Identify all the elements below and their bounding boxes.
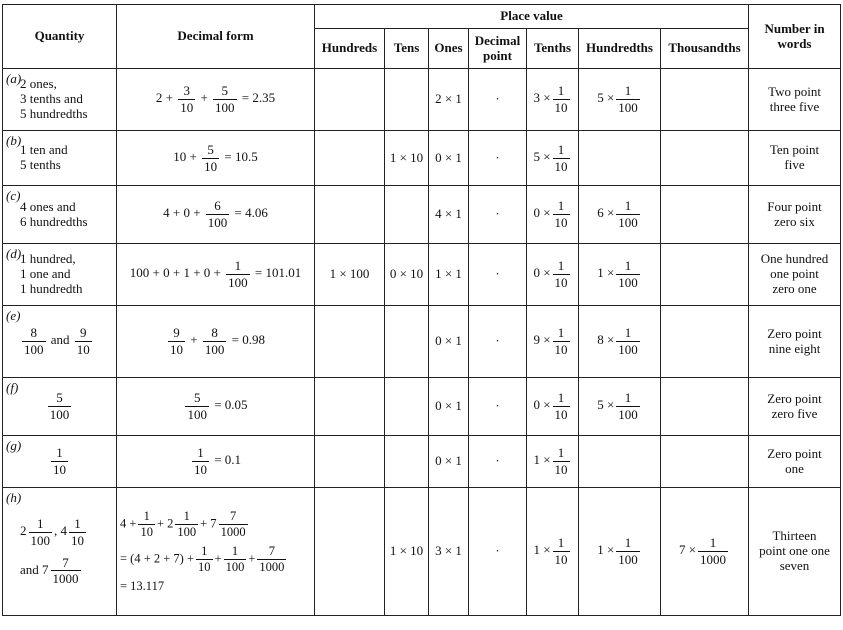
quantity-cell: (c) 4 ones and 6 hundredths xyxy=(3,186,117,244)
hundreds-cell xyxy=(315,436,385,488)
tenths-cell: 3 × $\frac{1}{10}$ xyxy=(527,69,579,131)
hundreds-cell xyxy=(315,306,385,378)
quantity-line: 3 tenths and xyxy=(20,91,83,107)
quantity-line: 5 hundredths xyxy=(20,105,88,121)
tenths-cell: 5 × $\frac{1}{10}$ xyxy=(527,131,579,186)
hundreds-cell: 1 × 100 xyxy=(315,244,385,306)
hundredths-cell: 8 × $\frac{1}{100}$ xyxy=(579,306,661,378)
fraction: $\frac{5}{100}$ xyxy=(49,390,70,422)
decimal-point-cell: · xyxy=(469,186,527,244)
thousandths-cell xyxy=(661,436,749,488)
decimal-point-cell: · xyxy=(469,378,527,436)
table-row xyxy=(3,488,841,616)
fraction: $\frac{3}{10}$ xyxy=(180,83,194,115)
hundredths-cell: 5 × $\frac{1}{100}$ xyxy=(579,378,661,436)
tenths-cell: 9 × $\frac{1}{10}$ xyxy=(527,306,579,378)
row-label: (c) xyxy=(6,188,21,203)
fraction: $\frac{6}{100}$ xyxy=(207,198,228,230)
decimal-point-cell: · xyxy=(469,488,527,616)
tens-cell xyxy=(385,306,429,378)
decimal-form-cell: $\frac{1}{10}$ = 0.1 xyxy=(117,436,315,488)
hundreds-cell xyxy=(315,488,385,616)
words-cell: Two point three five xyxy=(749,69,841,131)
header-hundreds: Hundreds xyxy=(315,29,385,69)
table-row xyxy=(3,186,841,244)
header-decimal-form: Decimal form xyxy=(117,5,315,69)
header-tenths: Tenths xyxy=(527,29,579,69)
header-hundredths: Hundredths xyxy=(579,29,661,69)
decimal-point-cell: · xyxy=(469,131,527,186)
fraction: $\frac{1}{10}$ xyxy=(193,445,207,477)
decimal-form-cell: 4 + 0 + $\frac{6}{100}$ = 4.06 xyxy=(117,186,315,244)
thousandths-cell xyxy=(661,131,749,186)
words-cell: Zero point nine eight xyxy=(749,306,841,378)
expr-text: + xyxy=(200,90,208,106)
header-quantity: Quantity xyxy=(3,5,117,69)
words-cell: One hundred one point zero one xyxy=(749,244,841,306)
ones-cell: 2 × 1 xyxy=(429,69,469,131)
thousandths-cell xyxy=(661,244,749,306)
decimal-form-cell: $\frac{9}{10}$ + $\frac{8}{100}$ = 0.98 xyxy=(117,306,315,378)
header-place-value: Place value xyxy=(315,5,749,29)
row-label: (h) xyxy=(6,490,22,505)
table-row xyxy=(3,244,841,306)
fraction: $\frac{5}{100}$ xyxy=(187,390,207,422)
quantity-cell: (d) 1 hundred, 1 one and 1 hundredth xyxy=(3,244,117,306)
row-label: (e) xyxy=(6,308,21,323)
tenths-cell: 1 × $\frac{1}{10}$ xyxy=(527,488,579,616)
row-label: (d) xyxy=(6,246,22,261)
table-row xyxy=(3,378,841,436)
quantity-cell: (e) $\frac{8}{100}$ and $\frac{9}{10}$ xyxy=(3,306,117,378)
decimal-form-cell: 100 + 0 + 1 + 0 + $\frac{1}{100}$ = 101.01 xyxy=(117,244,315,306)
row-label: (f) xyxy=(6,380,19,395)
tens-cell xyxy=(385,186,429,244)
hundredths-cell: 1 × $\frac{1}{100}$ xyxy=(579,488,661,616)
row-label: (a) xyxy=(6,71,22,86)
hundredths-cell xyxy=(579,436,661,488)
ones-cell: 1 × 1 xyxy=(429,244,469,306)
tens-cell xyxy=(385,378,429,436)
tenths-cell: 0 × $\frac{1}{10}$ xyxy=(527,378,579,436)
decimal-point-cell: · xyxy=(469,69,527,131)
table-row xyxy=(3,69,841,131)
tens-cell xyxy=(385,436,429,488)
quantity-cell: (b) 1 ten and 5 tenths xyxy=(3,131,117,186)
table-row xyxy=(3,306,841,378)
decimal-form-cell: 10 + $\frac{5}{10}$ = 10.5 xyxy=(117,131,315,186)
header-thousandths: Thousandths xyxy=(661,29,749,69)
header-ones: Ones xyxy=(429,29,469,69)
ones-cell: 3 × 1 xyxy=(429,488,469,616)
fraction: $\frac{1}{10}$ xyxy=(71,516,84,548)
tenths-cell: 0 × $\frac{1}{10}$ xyxy=(527,186,579,244)
hundreds-cell xyxy=(315,131,385,186)
expr-text: 2 + xyxy=(155,90,173,106)
quantity-cell xyxy=(3,436,117,488)
tenths-cell: 1 × $\frac{1}{10}$ xyxy=(527,436,579,488)
fraction: $\frac{5}{10}$ xyxy=(204,141,218,174)
thousandths-cell xyxy=(661,186,749,244)
quantity-line: 2 ones, xyxy=(20,76,57,92)
words-cell: Zero point one xyxy=(749,436,841,488)
fraction: $\frac{8}{100}$ xyxy=(24,325,44,357)
tens-cell: 1 × 10 xyxy=(385,488,429,616)
fraction: $\frac{1}{10}$ xyxy=(53,445,66,477)
tens-cell xyxy=(385,69,429,131)
thousandths-cell xyxy=(661,69,749,131)
fraction: $\frac{5}{100}$ xyxy=(215,83,235,115)
tens-cell: 0 × 10 xyxy=(385,244,429,306)
hundreds-cell xyxy=(315,69,385,131)
table-row xyxy=(3,436,841,488)
header-decimal-point: Decimal point xyxy=(469,29,527,69)
ones-cell: 0 × 1 xyxy=(429,306,469,378)
header-tens: Tens xyxy=(385,29,429,69)
row-label: (b) xyxy=(6,133,22,148)
ones-cell: 0 × 1 xyxy=(429,436,469,488)
header-number-in-words: Number in words xyxy=(749,5,841,69)
hundredths-cell: 1 × $\frac{1}{100}$ xyxy=(579,244,661,306)
fraction: $\frac{9}{10}$ xyxy=(170,325,184,357)
hundreds-cell xyxy=(315,378,385,436)
decimal-point-cell: · xyxy=(469,436,527,488)
decimal-point-cell: · xyxy=(469,244,527,306)
expr-result: = 2.35 xyxy=(241,90,276,106)
quantity-cell xyxy=(3,378,117,436)
tenths-cell: 0 × $\frac{1}{10}$ xyxy=(527,244,579,306)
place-value-table xyxy=(2,4,841,616)
row-label: (g) xyxy=(6,438,22,453)
hundredths-cell: 6 × $\frac{1}{100}$ xyxy=(579,186,661,244)
thousandths-cell xyxy=(661,378,749,436)
fraction: $\frac{9}{10}$ xyxy=(76,325,90,357)
words-cell: Four point zero six xyxy=(749,186,841,244)
hundredths-cell xyxy=(579,131,661,186)
thousandths-cell: 7 × $\frac{1}{1000}$ xyxy=(661,488,749,616)
decimal-form-cell: $\frac{5}{100}$ = 0.05 xyxy=(117,378,315,436)
decimal-point-cell: · xyxy=(469,306,527,378)
fraction: $\frac{1}{100}$ xyxy=(228,258,248,290)
words-cell: Zero point zero five xyxy=(749,378,841,436)
quantity-cell xyxy=(3,69,117,131)
ones-cell: 0 × 1 xyxy=(429,131,469,186)
fraction: $\frac{7}{1000}$ xyxy=(52,554,79,587)
fraction: $\frac{1}{100}$ xyxy=(30,516,50,548)
words-cell: Thirteen point one one seven xyxy=(749,488,841,616)
hundredths-cell: 5 × $\frac{1}{100}$ xyxy=(579,69,661,131)
ones-cell: 0 × 1 xyxy=(429,378,469,436)
fraction: $\frac{8}{100}$ xyxy=(204,325,225,357)
thousandths-cell xyxy=(661,306,749,378)
decimal-form-cell xyxy=(117,69,315,131)
tens-cell: 1 × 10 xyxy=(385,131,429,186)
ones-cell: 4 × 1 xyxy=(429,186,469,244)
quantity-cell: (h) 2 $\frac{1}{100}$ , 4 $\frac{1}{10}$ and 7 $\frac{7}{1000}$ xyxy=(3,488,117,616)
hundreds-cell xyxy=(315,186,385,244)
decimal-form-cell: 4 + $\frac{1}{10}$ + 2 $\frac{1}{100}$ + 7 $\frac{7}{1000}$ = (4 + 2 + 7) + $\frac{1}{10}$ + $\frac{1}{100}$ + $\frac{7}{1000}$ = 13.117 xyxy=(117,488,315,616)
table-row xyxy=(3,131,841,186)
words-cell: Ten point five xyxy=(749,131,841,186)
